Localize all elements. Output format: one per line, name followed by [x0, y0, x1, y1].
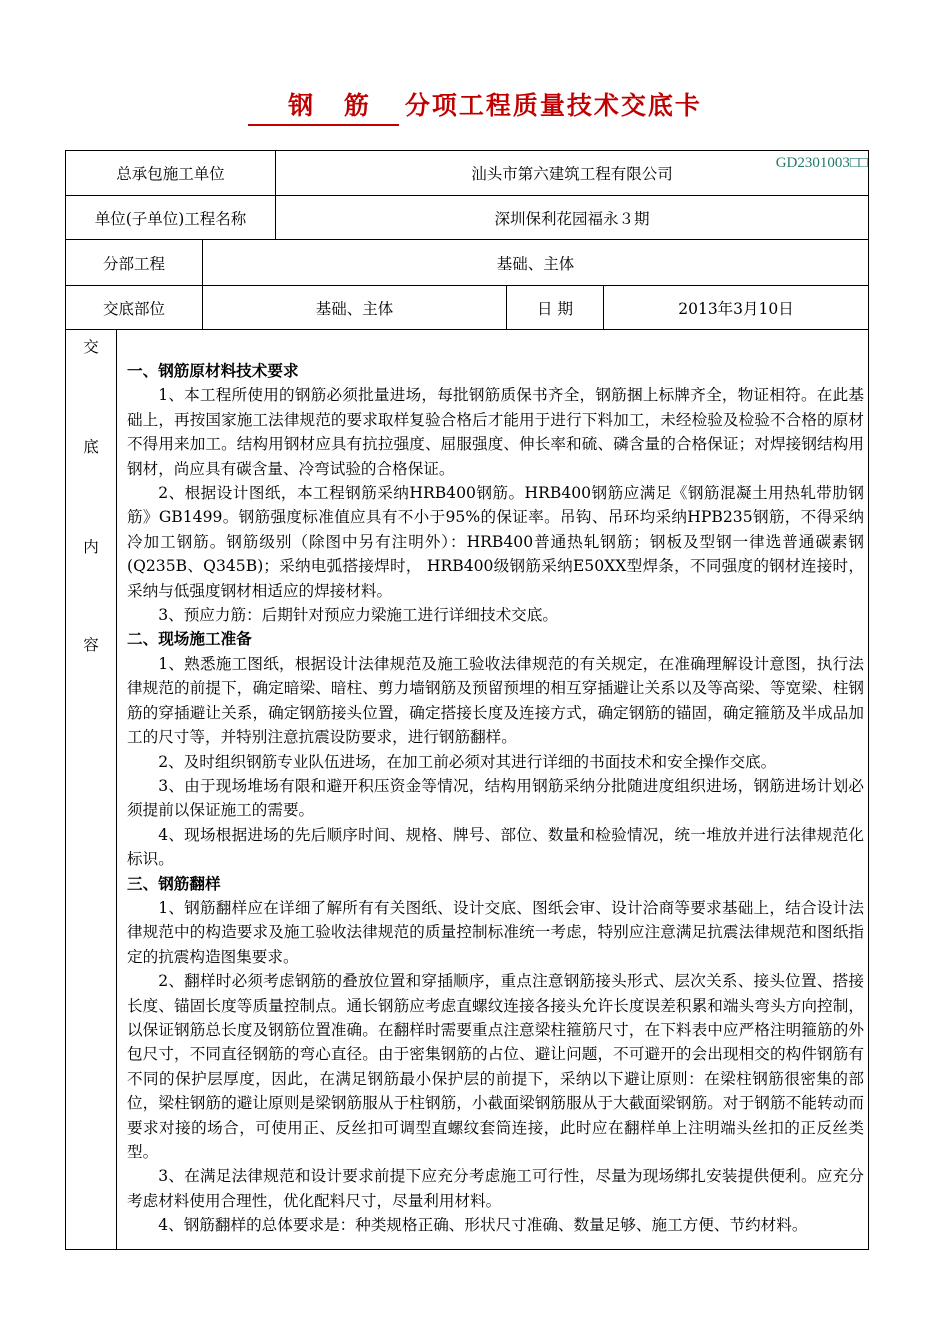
project-label: 单位(子单位)工程名称 — [94, 209, 247, 228]
side-label-char: 底 — [83, 438, 99, 456]
paragraph: 2、及时组织钢筋专业队伍进场，在加工前必须对其进行详细的书面技术和安全操作交底。 — [158, 752, 777, 771]
division-label: 分部工程 — [102, 254, 165, 273]
contractor-label: 总承包施工单位 — [116, 165, 225, 183]
paragraph: 2、根据设计图纸，本工程钢筋采纳HRB400钢筋。HRB400钢筋应满足《钢筋混凝土用热轧带肋钢筋》GB1499。钢筋强度标准值应具有不小于95%的保证率。吊钩、吊环均采纳HPB235钢筋，不得采纳冷加工钢筋。钢筋级别（除图中另有注明外）：HRB400普通热轧钢筋；钢板及型钢一律选普通碳素钢(Q235B、Q345B)；采纳电弧搭接焊时， HRB400级钢筋采纳E50XX型焊条，不同强度的钢材连接时，采纳与低强度钢材相适应的焊接材料。 — [127, 484, 864, 600]
part-label: 交底部位 — [102, 299, 165, 318]
date-value: 2013年3月10日 — [678, 299, 794, 318]
paragraph: 1、熟悉施工图纸，根据设计法律规范及施工验收法律规范的有关规定，在准确理解设计意图，执行法律规范的前提下，确定暗梁、暗柱、剪力墙钢筋及预留预埋的相互穿插避让关系以及等高梁、等宽梁、柱钢筋的穿插避让关系，确定钢筋接头位置，确定搭接长度及连接方式，确定钢筋的锚固，确定箍筋及半成品加工的尺寸等，并特别注意抗震设防要求，进行钢筋翻样。 — [127, 654, 864, 747]
paragraph: 3、在满足法律规范和设计要求前提下应充分考虑施工可行性，尽量为现场绑扎安装提供便利。应充分考虑材料使用合理性，优化配料尺寸，尽量利用材料。 — [127, 1167, 864, 1210]
part-value: 基础、主体 — [315, 299, 394, 318]
project-value: 深圳保利花园福永３期 — [494, 209, 650, 228]
page-title — [0, 86, 950, 126]
side-label-char: 交 — [83, 338, 99, 356]
date-label: 日 期 — [537, 299, 573, 318]
paragraph: 4、现场根据进场的先后顺序时间、规格、牌号、部位、数量和检验情况，统一堆放并进行法律规范化标识。 — [127, 825, 864, 869]
side-label-char: 容 — [83, 636, 99, 654]
section-heading: 二、现场施工准备 — [127, 630, 252, 649]
paragraph: 4、钢筋翻样的总体要求是：种类规格正确、形状尺寸准确、数量足够、施工方便、节约材料。 — [158, 1216, 808, 1235]
side-label-char: 内 — [83, 538, 99, 556]
paragraph: 2、翻样时必须考虑钢筋的叠放位置和穿插顺序，重点注意钢筋接头形式、层次关系、接头位置、搭接长度、锚固长度等质量控制点。通长钢筋应考虑直螺纹连接各接头允许长度误差积累和端头弯头方向控制，以保证钢筋总长度及钢筋位置准确。在翻样时需要重点注意梁柱箍筋尺寸，在下料表中应严格注明箍筋的外包尺寸，不同直径钢筋的弯心直径。由于密集钢筋的占位、避让问题，不可避开的会出现相交的构件钢筋有不同的保护层厚度，因此，在满足钢筋最小保护层的前提下，采纳以下避让原则：在梁柱钢筋很密集的部位，梁柱钢筋的避让原则是梁钢筋服从于柱钢筋，小截面梁钢筋服从于大截面梁钢筋。对于钢筋不能转动而要求对接的场合，可使用正、反丝扣可调型直螺纹套筒连接，此时应在翻样单上注明端头丝扣的正反丝类型。 — [127, 972, 864, 1161]
paragraph: 1、钢筋翻样应在详细了解所有有关图纸、设计交底、图纸会审、设计洽商等要求基础上，结合设计法律规范中的构造要求及施工验收法律规范的质量控制标准统一考虑，特别应注意满足抗震法律规范和图纸指定的抗震构造图集要求。 — [127, 898, 864, 966]
paragraph: 3、预应力筋：后期针对预应力梁施工进行详细技术交底。 — [158, 606, 558, 625]
paragraph: 1、本工程所使用的钢筋必须批量进场，每批钢筋质保书齐全，钢筋捆上标牌齐全，物证相符。在此基础上，再按国家施工法律规范的要求取样复验合格后才能用于进行下料加工，未经检验及检验不合格的原材不得用来加工。结构用钢材应具有抗拉强度、屈服强度、伸长率和硫、磷含量的合格保证；对焊接钢结构用钢材，尚应具有碳含量、冷弯试验的合格保证。 — [127, 386, 864, 478]
section-heading: 一、钢筋原材料技术要求 — [127, 362, 299, 380]
disclosure-table — [65, 150, 869, 1250]
disclosure-content — [127, 359, 864, 1238]
title-suffix: 分项工程质量技术交底卡 — [404, 91, 702, 120]
title-item: 钢 筋 — [248, 86, 399, 126]
document-code: GD2301003□□ — [775, 155, 868, 171]
paragraph: 3、由于现场堆场有限和避开积压资金等情况，结构用钢筋采纳分批随进度组织进场，钢筋进场计划必须提前以保证施工的需要。 — [127, 776, 864, 820]
section-heading: 三、钢筋翻样 — [127, 874, 221, 893]
division-value: 基础、主体 — [496, 254, 575, 273]
contractor-value: 汕头市第六建筑工程有限公司 — [471, 165, 673, 183]
